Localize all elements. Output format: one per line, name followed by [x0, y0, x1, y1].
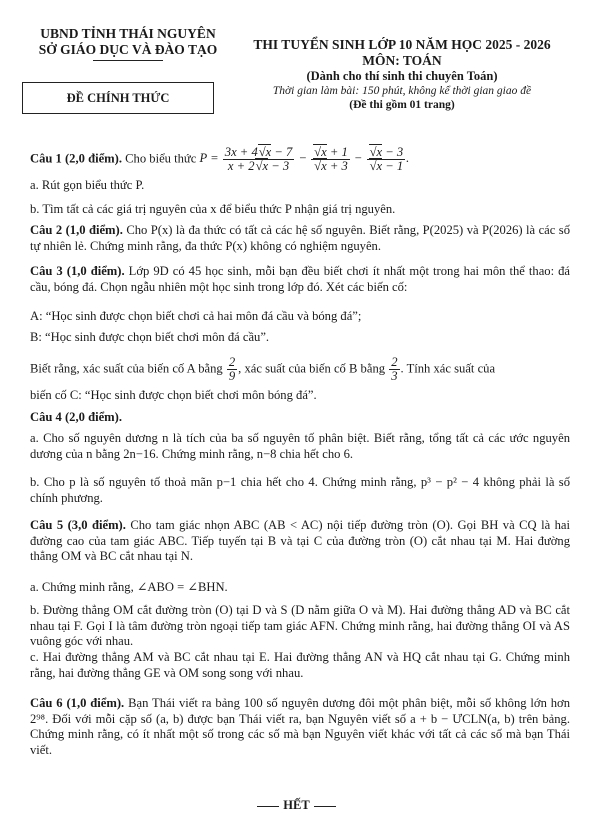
issuer-line-1: UBND TỈNH THÁI NGUYÊN	[40, 26, 216, 41]
exam-subject: MÔN: TOÁN	[362, 53, 442, 68]
issuer-block	[28, 26, 228, 61]
q1-frac-1: $\frac{3x + 4√x - 7}{x + 2√x - 3}$	[224, 145, 293, 173]
question-2	[30, 223, 570, 254]
q3-known-part-2: , xác suất của biến cố B bằng	[238, 361, 386, 376]
question-3-known-cont: biến cố C: “Học sinh được chọn biết chơi môn bóng đá”.	[30, 388, 317, 402]
question-1b: b. Tìm tất cả các giá trị nguyên của x để biểu thức P nhận giá trị nguyên.	[30, 202, 396, 216]
end-text: HẾT	[283, 798, 310, 812]
question-3-event-b: B: “Học sinh được chọn biết chơi môn đá cầu”.	[30, 330, 270, 344]
official-stamp-box	[22, 82, 214, 114]
question-4a: a. Cho số nguyên dương n là tích của ba số nguyên tố phân biệt. Biết rằng, tổng tất cả các ước nguyên dương của n bằng 2n−16. Chứng minh rằng, n−8 chia hết cho 6.	[30, 431, 570, 461]
exam-audience: (Dành cho thí sinh thi chuyên Toán)	[306, 69, 498, 83]
question-3-known	[30, 356, 570, 383]
question-2-text: Cho P(x) là đa thức có tất cả các hệ số nguyên. Biết rằng, P(2025) và P(2026) là các số tự nhiên lẻ. Chứng minh rằng, đa thức P(x) không có nghiệm nguyên.	[30, 223, 570, 253]
q3-frac-a: $\frac{2}{9}$	[228, 355, 236, 383]
question-6	[30, 696, 570, 758]
question-1-intro: Cho biểu thức	[125, 151, 197, 166]
end-dash-right	[314, 806, 336, 807]
official-label: ĐỀ CHÍNH THỨC	[66, 90, 170, 105]
q3-known-part-1: Biết rằng, xác suất của biến cố A bằng	[30, 361, 223, 376]
question-3-label: Câu 3 (1,0 điểm).	[30, 264, 125, 278]
exam-title-block	[232, 37, 572, 112]
exam-pages-note: (Đề thi gồm 01 trang)	[349, 99, 455, 111]
question-5b: b. Đường thẳng OM cắt đường tròn (O) tại D và S (D nằm giữa O và M). Hai đường thẳng AD và BC cắt nhau tại F. Gọi I là tâm đường tròn ngoại tiếp tam giác AFN. Chứng minh rằng, hai đường thẳng OI và AS vuông góc với nhau.	[30, 603, 570, 648]
q1-frac-2: $\frac{√x + 1}{√x + 3}$	[311, 146, 350, 173]
question-5-label: Câu 5 (3,0 điểm).	[30, 518, 126, 532]
question-6-label: Câu 6 (1,0 điểm).	[30, 696, 125, 710]
question-5	[30, 518, 570, 565]
question-3-event-a: A: “Học sinh được chọn biết chơi cả hai môn đá cầu và bóng đá”;	[30, 309, 362, 323]
q1-frac-3: $\frac{√x - 3}{√x - 1}$	[367, 146, 406, 173]
q3-known-part-3: . Tính xác suất của	[400, 361, 496, 376]
question-1-label: Câu 1 (2,0 điểm).	[30, 151, 122, 166]
end-marker	[0, 798, 593, 813]
q1-formula: P = $\frac{3x + 4√x - 7}{x + 2√x - 3}$ − $\frac{√x + 1}{√x + 3}$ − $\frac{√x - 3}{√x - 1}$ .	[199, 145, 410, 173]
question-4b: b. Cho p là số nguyên tố thoả mãn p−1 chia hết cho 4. Chứng minh rằng, p³ − p² − 4 không phải là số chính phương.	[30, 475, 570, 505]
question-6-text: Bạn Thái viết ra bảng 100 số nguyên dương đôi một phân biệt, mỗi số không lớn hơn 2⁹⁸. Đối với mỗi cặp số (a, b) được bạn Thái viết ra, bạn Nguyên viết số a + b − ƯCLN(a, b) trên bảng. Chứng minh rằng, có ít nhất một số trong các số mà bạn Nguyên viết khác với tất cả các số mà bạn Thái viết.	[30, 696, 571, 757]
issuer-underline	[93, 60, 163, 61]
issuer-line-2: SỞ GIÁO DỤC VÀ ĐÀO TẠO	[38, 42, 218, 57]
question-1a: a. Rút gọn biểu thức P.	[30, 178, 145, 192]
question-5a: a. Chứng minh rằng, ∠ABO = ∠BHN.	[30, 580, 228, 594]
question-3-text: Lớp 9D có 45 học sinh, mỗi bạn đều biết chơi ít nhất một trong hai môn thể thao: đá cầu, bóng đá. Chọn ngẫu nhiên một học sinh trong lớp đó. Xét các biến cố:	[30, 264, 571, 294]
exam-time-note: Thời gian làm bài: 150 phút, không kể thời gian giao đề	[272, 85, 532, 97]
question-5c: c. Hai đường thẳng AM và BC cắt nhau tại E. Hai đường thẳng AN và HQ cắt nhau tại G. Chứng minh rằng, hai đường thẳng GE và OM song song với nhau.	[30, 650, 570, 680]
question-4-label	[30, 410, 570, 426]
q3-frac-b: $\frac{2}{3}$	[391, 355, 398, 383]
question-3	[30, 264, 570, 295]
question-2-label: Câu 2 (1,0 điểm).	[30, 223, 123, 237]
question-4-label-text: Câu 4 (2,0 điểm).	[30, 410, 122, 424]
question-5-text: Cho tam giác nhọn ABC (AB < AC) nội tiếp đường tròn (O). Gọi BH và CQ là hai đường cao của tam giác ABC. Tiếp tuyến tại B và tại C của đường tròn (O) cắt nhau tại M. Hai đường thẳng OM và BC cắt nhau tại N.	[30, 518, 570, 563]
end-dash-left	[257, 806, 279, 807]
exam-title: THI TUYỂN SINH LỚP 10 NĂM HỌC 2025 - 2026	[253, 37, 551, 52]
question-1-stem	[30, 146, 570, 173]
